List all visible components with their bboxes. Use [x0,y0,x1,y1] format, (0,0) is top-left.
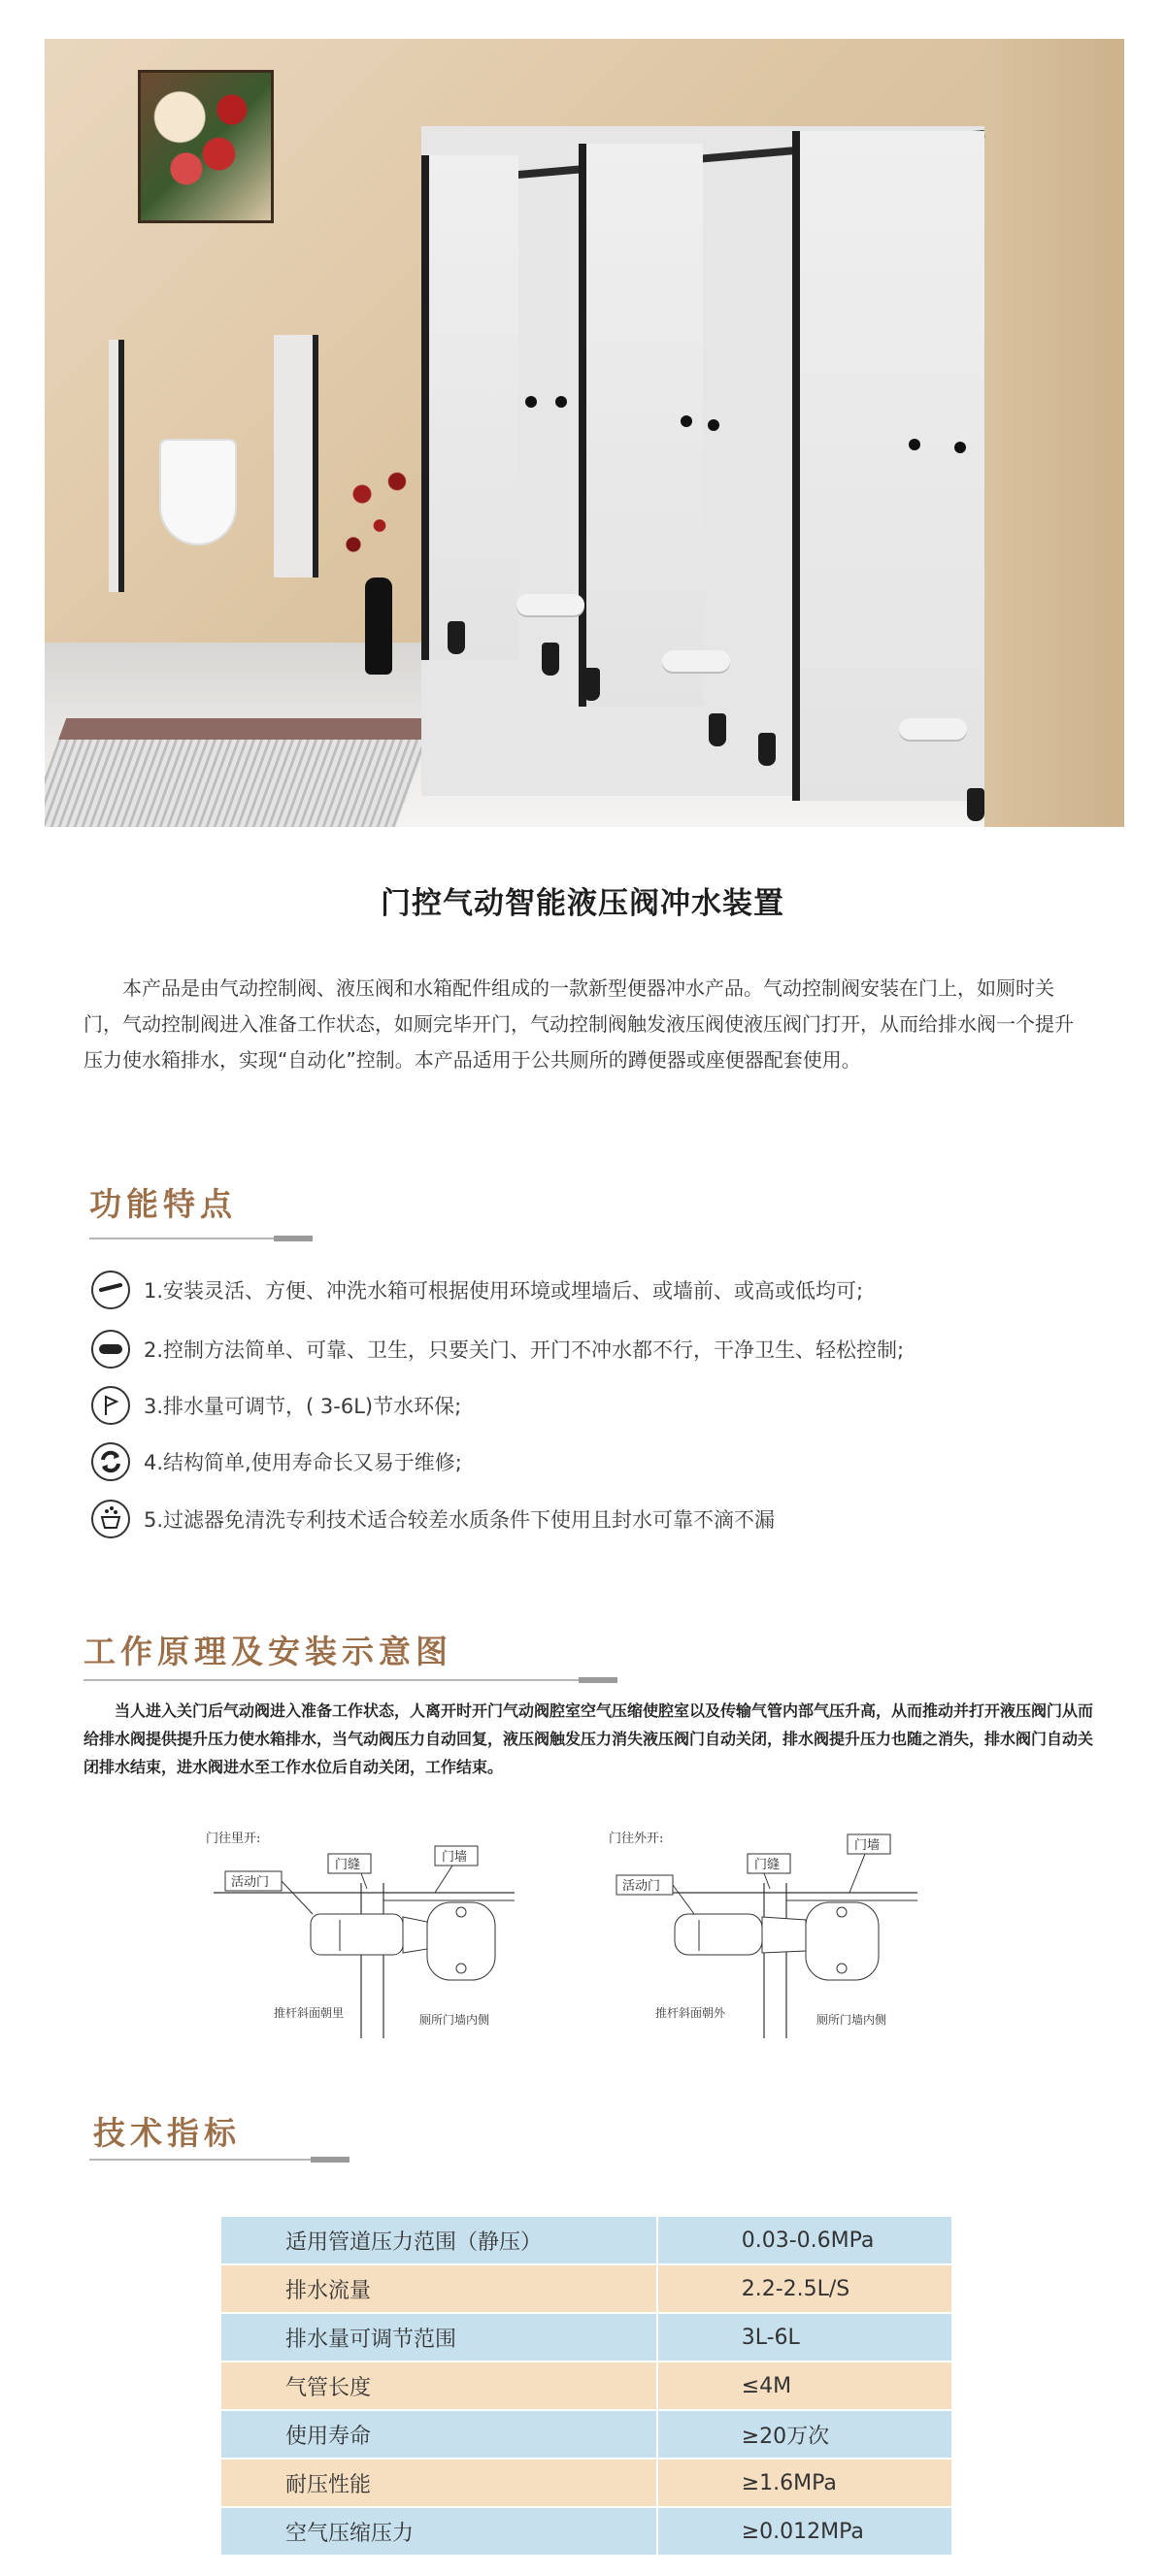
spec-value: ≥20万次 [657,2410,952,2459]
door-knob [525,396,537,408]
spec-table [219,2215,953,2557]
table-row [220,2216,952,2264]
intro-text: 本产品是由气动控制阀、液压阀和水箱配件组成的一款新型便器冲水产品。气动控制阀安装在门上，如厕时关门，气动控制阀进入准备工作状态，如厕完毕开门，气动控制阀触发液压阀使液压阀门打开，从而给排水阀一个提升压力使水箱排水，实现“自动化”控制。本产品适用于公共厕所的蹲便器或座便器配套使用。 [83,976,1074,1072]
partition-foot [709,713,726,746]
door-knob [909,439,920,450]
diagram-heading: 门往里开: [206,1832,261,1846]
feature-text: 5.过滤器免清洗专利技术适合较差水质条件下使用且封水可靠不滴不漏 [144,1508,776,1532]
feature-item [91,1496,775,1542]
table-row [220,2361,952,2410]
spec-value: ≥1.6MPa [657,2459,952,2507]
table-row [220,2410,952,2459]
inside-label: 厕所门墙内侧 [816,2013,887,2027]
partition-foot [582,668,600,701]
spec-name: 耐压性能 [220,2459,657,2507]
partition-foot [448,621,465,654]
diagram-outward-door [597,1825,966,2052]
spec-value: 3L-6L [657,2313,952,2361]
spec-name: 排水流量 [220,2264,657,2313]
spec-value: 0.03-0.6MPa [657,2216,952,2264]
rod-label: 推杆斜面朝外 [655,2006,726,2020]
pneumatic-valve [516,594,584,615]
flag-icon [91,1386,130,1425]
specs-title-rule [89,2159,350,2161]
recycle-icon [91,1442,130,1481]
feature-item [91,1326,904,1372]
right-wall [984,39,1124,827]
feature-text: 4.结构简单,使用寿命长又易于维修; [144,1451,462,1474]
door-knob [954,442,966,453]
principle-paragraph [83,1697,1093,1781]
spec-name: 排水量可调节范围 [220,2313,657,2361]
spec-name: 适用管道压力范围（静压） [220,2216,657,2264]
feature-text: 2.控制方法简单、可靠、卫生，只要关门、开门不冲水都不行，干净卫生、轻松控制; [144,1338,905,1362]
feature-text: 3.排水量可调节，( 3-6L)节水环保; [144,1395,462,1418]
feature-text: 1.安装灵活、方便、冲洗水箱可根据使用环境或埋墙后、或墙前、或高或低均可; [144,1279,864,1303]
spec-value: 2.2-2.5L/S [657,2264,952,2313]
feature-item [91,1267,863,1313]
pipe-icon [91,1271,130,1309]
spec-value: ≥0.012MPa [657,2507,952,2556]
filter-icon [91,1500,130,1538]
rod-label: 推杆斜面朝里 [274,2006,345,2020]
inside-label: 厕所门墙内侧 [419,2013,490,2027]
features-title: 功能特点 [89,1185,237,1223]
intro-paragraph [83,971,1080,1078]
principle-title: 工作原理及安装示意图 [83,1633,452,1670]
product-title: 门控气动智能液压阀冲水装置 [381,886,784,921]
urinal-partition-left [109,340,124,592]
cubicle-door-3 [792,131,984,801]
door-knob [555,396,567,408]
wall-label: 门墙 [854,1838,881,1853]
feature-item [91,1438,462,1485]
table-row [220,2507,952,2556]
spec-name: 气管长度 [220,2361,657,2410]
table-row [220,2313,952,2361]
gap-label: 门缝 [335,1858,361,1872]
door-label: 活动门 [622,1879,661,1894]
spec-name: 空气压缩压力 [220,2507,657,2556]
decorative-plant [336,456,423,582]
spec-name: 使用寿命 [220,2410,657,2459]
feature-item [91,1382,461,1429]
vase [365,578,392,675]
principle-title-rule [83,1679,617,1681]
features-title-rule [89,1238,313,1239]
cubicle-door-1 [421,155,518,660]
spec-value: ≤4M [657,2361,952,2410]
diagram-inward-door [194,1825,563,2052]
urinal [159,439,237,545]
door-label: 活动门 [231,1875,270,1890]
pneumatic-valve [662,650,730,672]
valve-icon [91,1330,130,1369]
partition-foot [542,643,559,676]
diagram-heading: 门往外开: [609,1832,664,1846]
door-knob [681,415,692,427]
hero-photo [45,39,1124,827]
table-row [220,2459,952,2507]
specs-title: 技术指标 [93,2114,241,2152]
pneumatic-valve [899,718,967,740]
principle-text: 当人进入关门后气动阀进入准备工作状态，人离开时开门气动阀腔室空气压缩使腔室以及传输气管内部气压升高，从而推动并打开液压阀门从而给排水阀提供提升压力使水箱排水，当气动阀压力自动回复，液压阀触发压力消失液压阀门自动关闭，排水阀提升压力也随之消失，排水阀门自动关闭排水结束，进水阀进水至工作水位后自动关闭，工作结束。 [83,1701,1094,1776]
door-knob [708,419,719,431]
table-row [220,2264,952,2313]
wall-painting [138,70,274,223]
drain-grate [45,718,435,827]
wall-label: 门墙 [442,1850,468,1865]
partition-foot [758,733,776,766]
partition-foot [967,788,984,821]
urinal-partition-right [274,335,318,578]
gap-label: 门缝 [754,1858,781,1872]
